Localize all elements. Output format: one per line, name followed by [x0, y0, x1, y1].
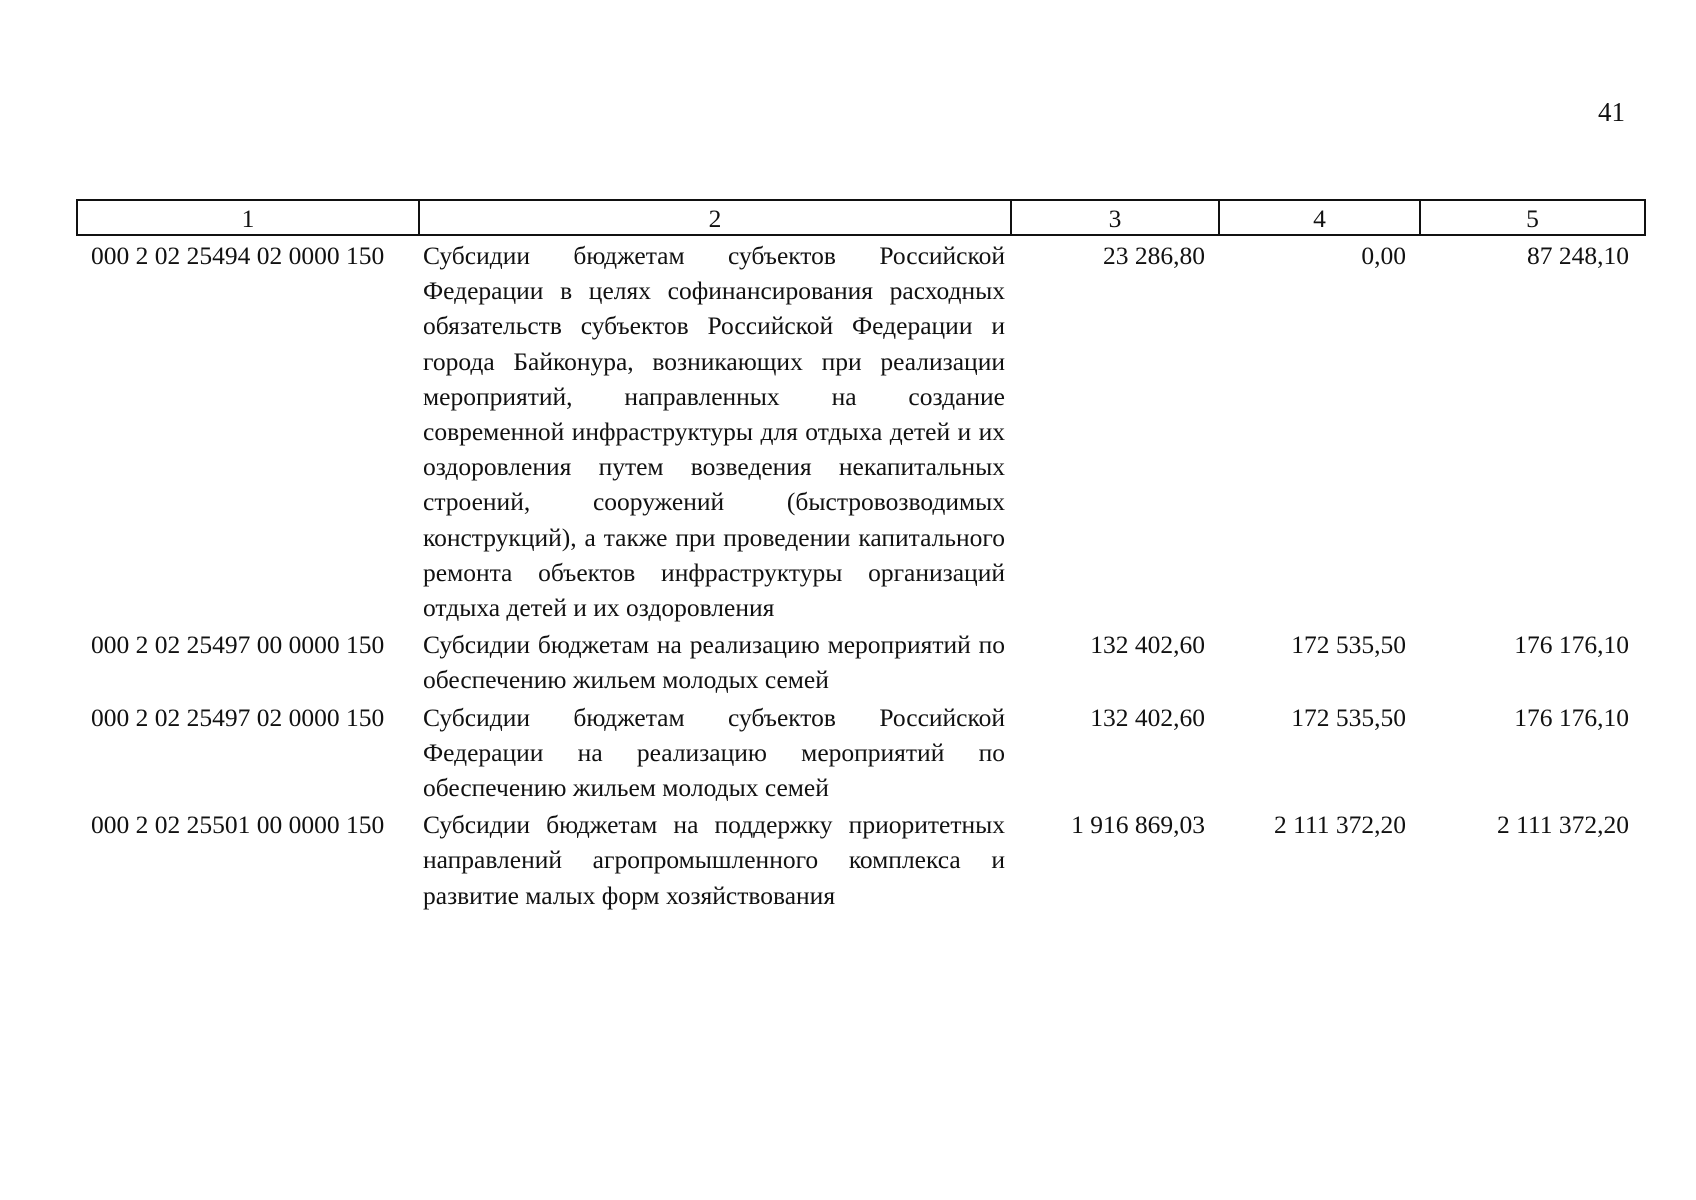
- row-value-col5: 176 176,10: [1514, 702, 1629, 732]
- row-value-col4: 2 111 372,20: [1274, 810, 1406, 840]
- budget-table-container: [76, 199, 1644, 913]
- table-row: [77, 625, 1645, 697]
- table-body: [77, 235, 1645, 913]
- row-value-col5: 87 248,10: [1527, 241, 1629, 270]
- page-number: 41: [1598, 97, 1625, 127]
- row-value-col4: 172 535,50: [1291, 630, 1406, 660]
- table-row: [77, 235, 1645, 625]
- table-row: [77, 805, 1645, 913]
- row-value-col3: 132 402,60: [1090, 702, 1205, 732]
- row-description: Субсидии бюджетам субъектов Российской Федерации в целях софинансирования расходных обязательств субъектов Российской Федерации и города Байконура, возникающих при реализации мероприятий, направленных на создание современной инфраструктуры для отдыха детей и их оздоровления путем возведения некапитальных строений, сооружений (быстровозводимых конструкций), а также при проведении капитального ремонта объектов инфраструктуры организаций отдыха детей и их оздоровления: [423, 241, 1005, 623]
- table-row: [77, 698, 1645, 806]
- row-value-col4: 0,00: [1361, 241, 1406, 270]
- budget-table: [76, 199, 1646, 913]
- row-value-col5: 176 176,10: [1514, 630, 1629, 660]
- row-code: 000 2 02 25497 00 0000 150: [91, 630, 385, 660]
- row-description: Субсидии бюджетам субъектов Российской Федерации на реализацию мероприятий по обеспечению жильем молодых семей: [423, 702, 1005, 803]
- header-col-1: 1: [77, 200, 419, 235]
- header-col-2: 2: [419, 200, 1011, 235]
- header-col-3: 3: [1011, 200, 1219, 235]
- table-header: [77, 200, 1645, 235]
- row-value-col3: 132 402,60: [1090, 630, 1205, 660]
- row-description: Субсидии бюджетам на реализацию мероприятий по обеспечению жильем молодых семей: [423, 630, 1005, 695]
- row-code: 000 2 02 25497 02 0000 150: [91, 702, 385, 732]
- header-col-5: 5: [1420, 200, 1645, 235]
- row-value-col5: 2 111 372,20: [1497, 810, 1629, 840]
- row-value-col4: 172 535,50: [1291, 702, 1406, 732]
- row-value-col3: 23 286,80: [1103, 241, 1205, 270]
- row-description: Субсидии бюджетам на поддержку приоритетных направлений агропромышленного комплекса и развитие малых форм хозяйствования: [423, 810, 1005, 910]
- header-col-4: 4: [1219, 200, 1420, 235]
- row-code: 000 2 02 25494 02 0000 150: [91, 241, 385, 270]
- row-code: 000 2 02 25501 00 0000 150: [91, 810, 385, 840]
- row-value-col3: 1 916 869,03: [1071, 810, 1205, 840]
- header-row: [77, 200, 1645, 235]
